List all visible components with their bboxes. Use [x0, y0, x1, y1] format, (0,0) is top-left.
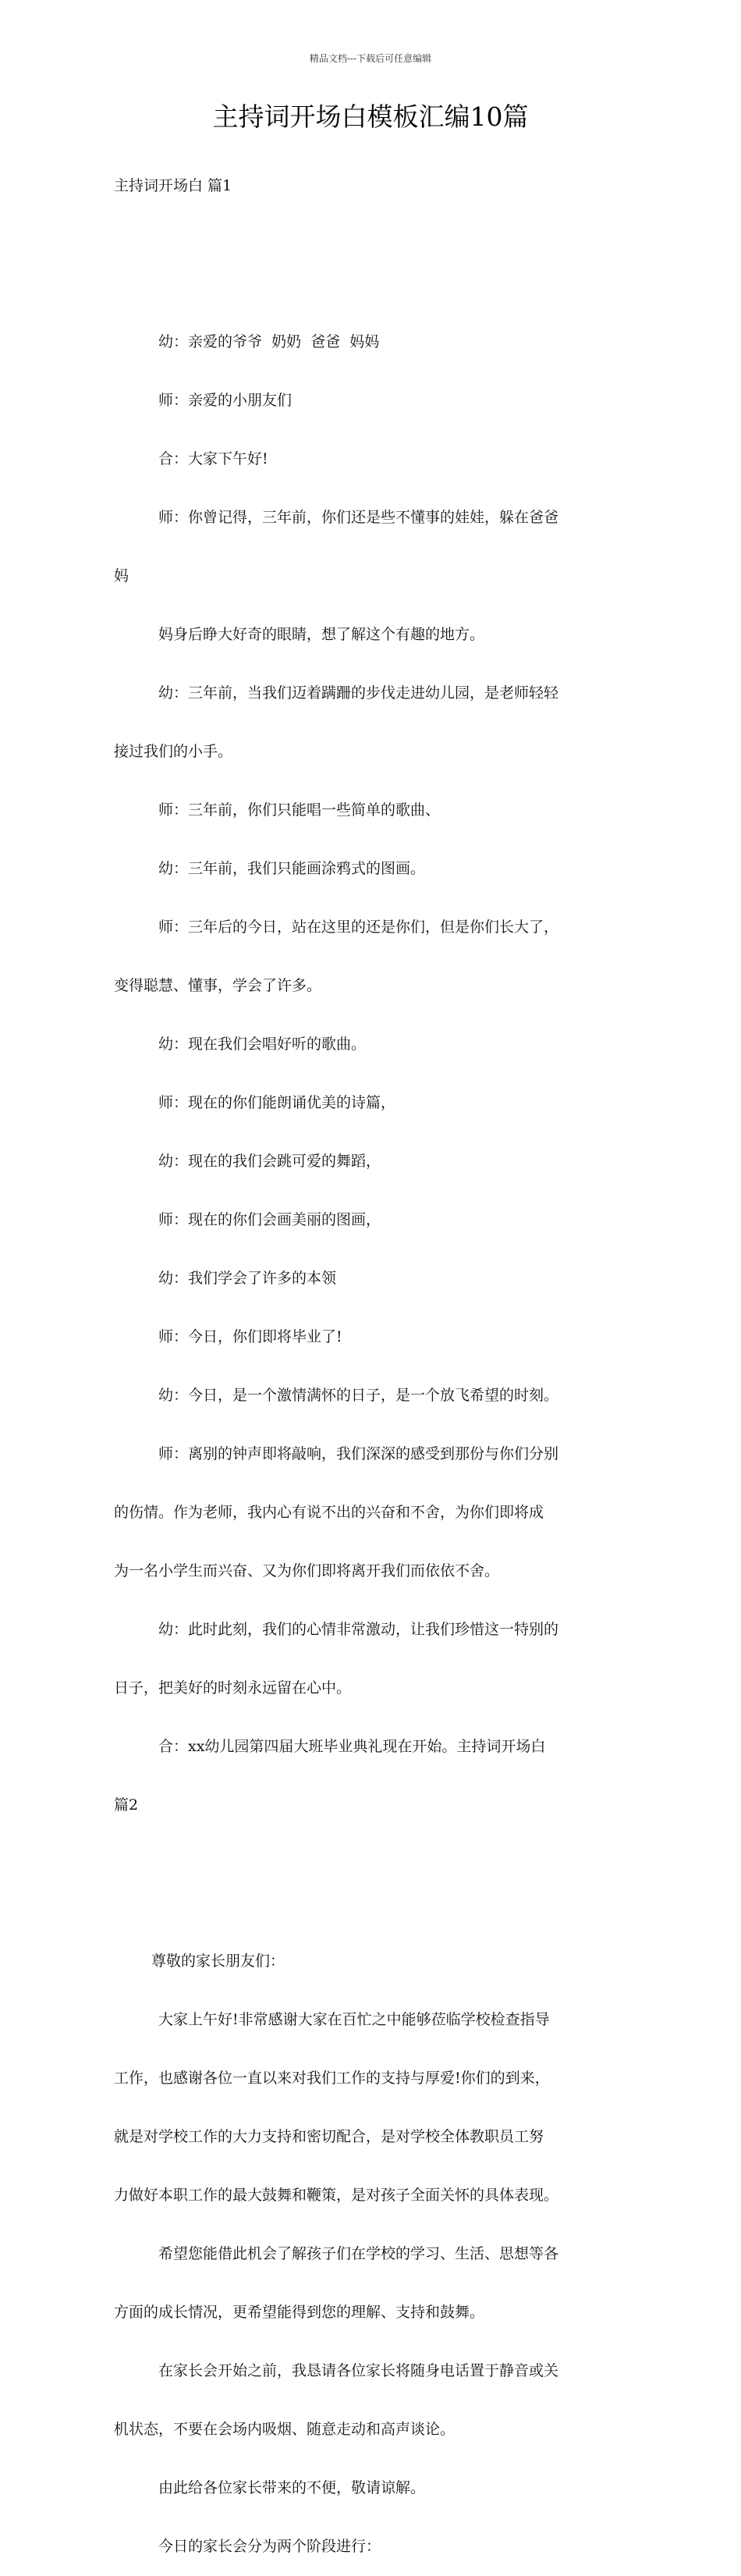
paragraph-line: 幼：三年前，当我们迈着蹒跚的步伐走进幼儿园，是老师轻轻: [158, 684, 559, 702]
paragraph-line: 接过我们的小手。: [114, 743, 233, 760]
paragraph-line: 师：离别的钟声即将敲响，我们深深的感受到那份与你们分别: [158, 1445, 559, 1462]
paragraph-line: 师：三年后的今日，站在这里的还是你们，但是你们长大了，: [158, 918, 559, 936]
paragraph-line: 师：亲爱的小朋友们: [158, 392, 292, 409]
paragraph-line: 的伤情。作为老师，我内心有说不出的兴奋和不舍，为你们即将成: [114, 1504, 544, 1521]
paragraph-line: 大家上午好!非常感谢大家在百忙之中能够莅临学校检查指导: [158, 2011, 550, 2028]
paragraph-line: 妈: [114, 567, 129, 584]
paragraph-line: 幼：亲爱的爷爷 奶奶 爸爸 妈妈: [158, 333, 380, 350]
paragraph-line: 师：今日，你们即将毕业了!: [158, 1328, 342, 1345]
paragraph-line: 合：大家下午好!: [158, 450, 268, 467]
paragraph-line: 幼：此时此刻，我们的心情非常激动，让我们珍惜这一特别的: [158, 1621, 559, 1638]
paragraph-line: 为一名小学生而兴奋、又为你们即将离开我们而依依不舍。: [114, 1562, 500, 1579]
paragraph-line: 今日的家长会分为两个阶段进行：: [158, 2538, 381, 2555]
paragraph-line: 在家长会开始之前，我恳请各位家长将随身电话置于静音或关: [158, 2362, 559, 2379]
salutation: 尊敬的家长朋友们：: [151, 1952, 285, 1970]
paragraph-line: 篇2: [114, 1796, 139, 1814]
section-heading: 主持词开场白 篇1: [114, 177, 232, 194]
paragraph-line: 幼：我们学会了许多的本领: [158, 1270, 337, 1287]
paragraph-line: 师：现在的你们会画美丽的图画，: [158, 1211, 381, 1228]
paragraph-line: 工作，也感谢各位一直以来对我们工作的支持与厚爱!你们的到来，: [114, 2070, 550, 2087]
paragraph-line: 师：你曾记得，三年前，你们还是些不懂事的娃娃，躲在爸爸: [158, 509, 559, 526]
paragraph-line: 由此给各位家长带来的不便，敬请谅解。: [158, 2479, 426, 2496]
spacer: [114, 1854, 632, 1893]
paragraph-line: 幼：三年前，我们只能画涂鸦式的图画。: [158, 860, 426, 877]
paragraph-line: 希望您能借此机会了解孩子们在学校的学习、生活、思想等各: [158, 2245, 559, 2262]
paragraph-line: 方面的成长情况，更希望能得到您的理解、支持和鼓舞。: [114, 2304, 485, 2321]
page-header-caption: 精品文档---下载后可任意编辑: [309, 53, 432, 64]
paragraph-line: 幼：现在的我们会跳可爱的舞蹈，: [158, 1153, 381, 1170]
paragraph-line: 力做好本职工作的最大鼓舞和鞭策，是对孩子全面关怀的具体表现。: [114, 2187, 559, 2204]
paragraph-line: 幼：今日，是一个激情满怀的日子，是一个放飞希望的时刻。: [158, 1387, 559, 1404]
paragraph-line: 师：现在的你们能朗诵优美的诗篇，: [158, 1094, 396, 1111]
paragraph-line: 妈身后睁大好奇的眼睛，想了解这个有趣的地方。: [158, 626, 485, 643]
spacer: [114, 235, 632, 274]
paragraph-line: 合：xx幼儿园第四届大班毕业典礼现在开始。主持词开场白: [158, 1738, 546, 1755]
paragraph-line: 机状态，不要在会场内吸烟、随意走动和高声谈论。: [114, 2421, 456, 2438]
paragraph-line: 幼：现在我们会唱好听的歌曲。: [158, 1036, 367, 1053]
paragraph-line: 就是对学校工作的大力支持和密切配合，是对学校全体教职员工努: [114, 2128, 544, 2145]
document-body: [114, 137, 632, 2576]
paragraph-line: 日子，把美好的时刻永远留在心中。: [114, 1679, 352, 1697]
document-title: 主持词开场白模板汇编10篇: [212, 101, 529, 132]
paragraph-line: 师：三年前，你们只能唱一些简单的歌曲、: [158, 801, 441, 819]
paragraph-line: 变得聪慧、懂事，学会了许多。: [114, 977, 322, 994]
